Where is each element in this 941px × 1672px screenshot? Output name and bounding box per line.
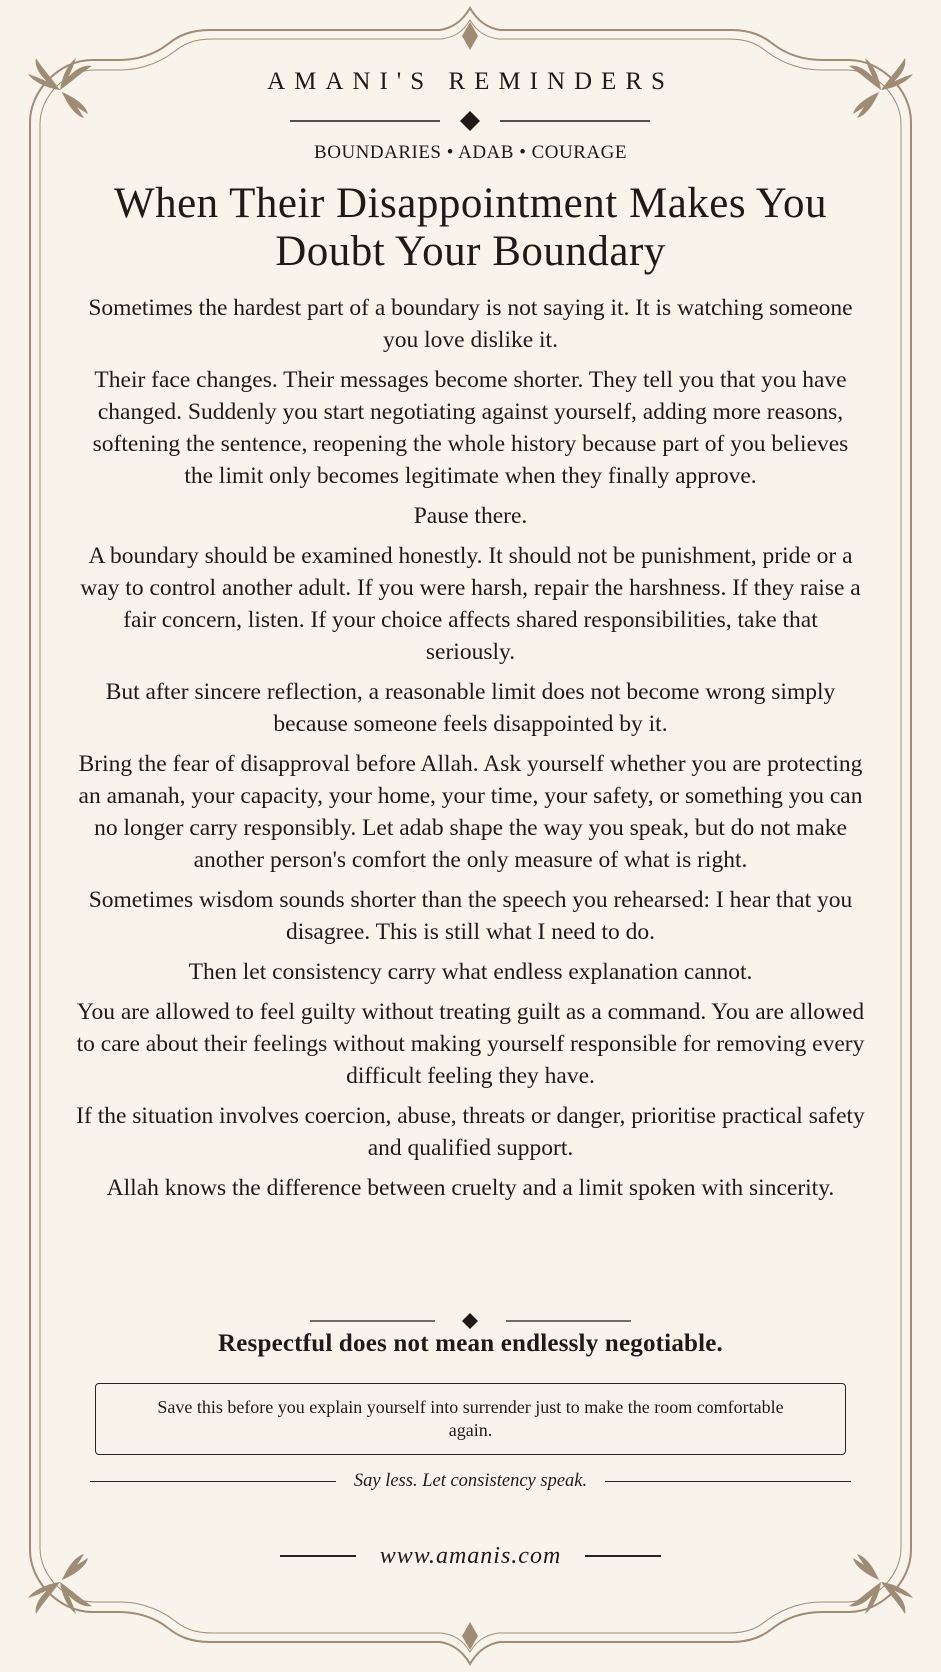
page-title: When Their Disappointment Makes You Doubt Your Boundary — [114, 180, 827, 275]
divider-line — [605, 1481, 851, 1482]
save-note: Save this before you explain yourself into surrender just to make the room comfortable again. — [157, 1397, 784, 1440]
body-text — [76, 292, 865, 1212]
brand-title: AMANI'S REMINDERS — [267, 68, 674, 95]
divider-line — [280, 1555, 356, 1557]
paragraph: But after sincere reflection, a reasonable limit does not become wrong simply because someone feels disappointed by it. — [105, 679, 836, 737]
paragraph: Their face changes. Their messages become shorter. They tell you that you have changed. Suddenly you start negotiating against yourself, adding more reasons, softening the sentence, reopening the whole history because part of you believes the limit only becomes legitimate when they finally approve. — [92, 367, 849, 489]
website-link[interactable]: www.amanis.com — [379, 1542, 562, 1569]
topic-tags: BOUNDARIES • ADAB • COURAGE — [314, 142, 627, 163]
divider-diamond — [290, 108, 650, 134]
website-row — [280, 1540, 661, 1572]
paragraph: If the situation involves coercion, abuse, threats or danger, prioritise practical safety and qualified support. — [76, 1103, 865, 1161]
sign-off: Say less. Let consistency speak. — [353, 1470, 588, 1491]
divider-line — [90, 1481, 336, 1482]
save-note-box — [95, 1383, 846, 1455]
divider-line — [585, 1555, 661, 1557]
paragraph: Sometimes the hardest part of a boundary is not saying it. It is watching someone you love dislike it. — [88, 295, 853, 353]
paragraph: You are allowed to feel guilty without treating guilt as a command. You are allowed to care about their feelings without making yourself responsible for removing every difficult feeling they have. — [76, 999, 865, 1089]
paragraph: Pause there. — [413, 503, 528, 529]
sign-off-row — [90, 1468, 851, 1494]
paragraph: Then let consistency carry what endless explanation cannot. — [188, 959, 753, 985]
paragraph: A boundary should be examined honestly. It should not be punishment, pride or a way to control another adult. If you were harsh, repair the harshness. If they raise a fair concern, listen. If your choice affects shared responsibilities, take that seriously. — [80, 543, 861, 665]
paragraph: Bring the fear of disapproval before Allah. Ask yourself whether you are protecting an amanah, your capacity, your home, your time, your safety, or something you can no longer carry responsibly. Let adab shape the way you speak, but do not make another person's comfort the only measure of what is right. — [78, 751, 863, 873]
paragraph: Allah knows the difference between cruelty and a limit spoken with sincerity. — [106, 1175, 835, 1201]
tagline: Respectful does not mean endlessly negotiable. — [217, 1330, 724, 1357]
paragraph: Sometimes wisdom sounds shorter than the speech you rehearsed: I hear that you disagree. This is still what I need to do. — [88, 887, 853, 945]
